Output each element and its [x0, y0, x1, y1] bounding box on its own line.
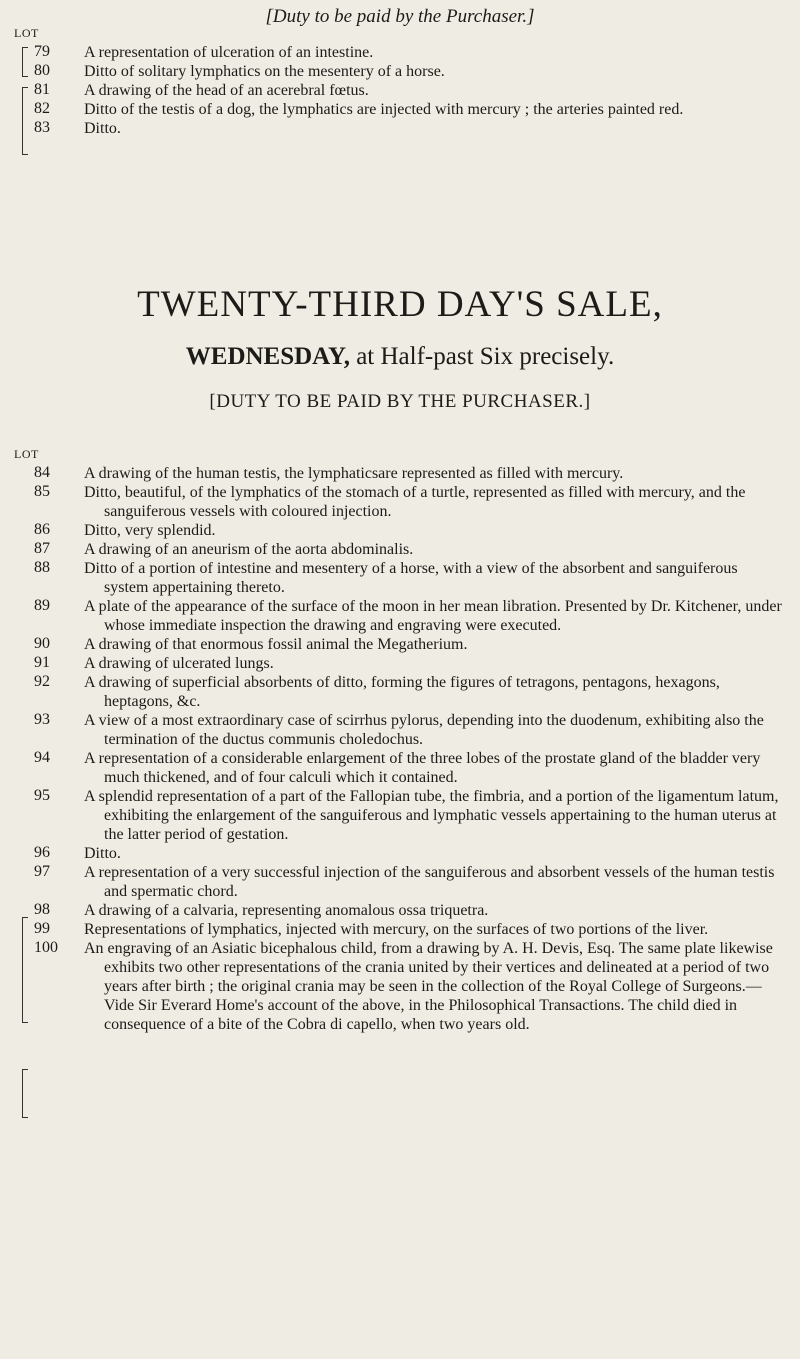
lot-number: 93 — [34, 711, 50, 728]
lot-entry-94 — [0, 749, 800, 787]
lot-label-main: LOT — [14, 447, 39, 461]
lot-description: Representations of lymphatics, injected with mercury, on the surfaces of two portions of the liver. — [84, 921, 709, 938]
lot-number: 96 — [34, 844, 50, 861]
lot-number: 92 — [34, 673, 50, 690]
lot-entry-91 — [0, 654, 800, 673]
brace-98-99 — [22, 1069, 29, 1118]
lot-number: 80 — [34, 62, 50, 79]
lot-entry-90 — [0, 635, 800, 654]
lot-description: Ditto of the testis of a dog, the lymphatics are injected with mercury ; the arteries painted red. — [84, 101, 684, 118]
lot-description: Ditto, very splendid. — [84, 522, 216, 539]
lot-description: A drawing of a calvaria, representing anomalous ossa triquetra. — [84, 902, 489, 919]
lot-description: Ditto of a portion of intestine and mesentery of a horse, with a view of the absorbent and sanguiferous system appertaining thereto. — [84, 560, 738, 596]
lot-entry-83 — [0, 119, 800, 138]
lot-description: Ditto. — [84, 120, 121, 137]
lot-number: 81 — [34, 81, 50, 98]
lot-number: 87 — [34, 540, 50, 557]
lot-number: 79 — [34, 43, 50, 60]
lot-number: 98 — [34, 901, 50, 918]
lot-description: A representation of ulceration of an intestine. — [84, 44, 374, 61]
lot-number: 95 — [34, 787, 50, 804]
lot-entry-88 — [0, 559, 800, 597]
lot-entry-96 — [0, 844, 800, 863]
lot-number: 94 — [34, 749, 50, 766]
lot-description: A drawing of an aneurism of the aorta abdominalis. — [84, 541, 414, 558]
lot-description: A drawing of that enormous fossil animal the Megatherium. — [84, 636, 468, 653]
lot-number: 89 — [34, 597, 50, 614]
lot-entry-84 — [0, 464, 800, 483]
lot-entry-82 — [0, 100, 800, 119]
lot-entry-81 — [0, 81, 800, 100]
lot-entry-98 — [0, 901, 800, 920]
lot-label-top: LOT — [14, 26, 39, 40]
lot-entry-97 — [0, 863, 800, 901]
lot-description: A drawing of the head of an acerebral fœtus. — [84, 82, 369, 99]
lot-entry-87 — [0, 540, 800, 559]
sale-title: TWENTY-THIRD DAY'S SALE, — [137, 284, 663, 325]
lot-number: 83 — [34, 119, 50, 136]
lot-entry-79 — [0, 43, 800, 62]
running-head: [Duty to be paid by the Purchaser.] — [265, 6, 535, 27]
lot-number: 84 — [34, 464, 50, 481]
lot-description: A drawing of ulcerated lungs. — [84, 655, 274, 672]
lot-description: A view of a most extraordinary case of scirrhus pylorus, depending into the duodenum, exhibiting also the termination of the ductus communis choledochus. — [84, 712, 764, 748]
lot-number: 86 — [34, 521, 50, 538]
lot-number: 90 — [34, 635, 50, 652]
lot-entry-95 — [0, 787, 800, 844]
sale-time: at Half-past Six precisely. — [356, 343, 615, 370]
lot-description: A plate of the appearance of the surface of the moon in her mean libration. Presented by Dr. Kitchener, under whose immediate inspection the drawing and engraving were executed. — [84, 598, 782, 634]
lot-entry-93 — [0, 711, 800, 749]
lot-list-main — [0, 464, 800, 1034]
lot-number: 82 — [34, 100, 50, 117]
lot-number: 99 — [34, 920, 50, 937]
lot-entry-99 — [0, 920, 800, 939]
lot-description: A drawing of superficial absorbents of ditto, forming the figures of tetragons, pentagons, hexagons, heptagons, &c. — [84, 674, 720, 710]
lot-number: 91 — [34, 654, 50, 671]
lot-number: 100 — [34, 939, 58, 956]
lot-entry-100 — [0, 939, 800, 1034]
lot-description: Ditto. — [84, 845, 121, 862]
lot-description: Ditto, beautiful, of the lymphatics of the stomach of a turtle, represented as filled with mercury, and the sanguiferous vessels with coloured injection. — [84, 484, 746, 520]
duty-notice: [DUTY TO BE PAID BY THE PURCHASER.] — [209, 391, 591, 412]
lot-description: A representation of a very successful injection of the sanguiferous and absorbent vessels of the human testis and spermatic chord. — [84, 864, 775, 900]
lot-entry-92 — [0, 673, 800, 711]
sale-day: WEDNESDAY, — [185, 343, 350, 370]
lot-entry-85 — [0, 483, 800, 521]
lot-number: 85 — [34, 483, 50, 500]
lot-entry-80 — [0, 62, 800, 81]
lot-description: Ditto of solitary lymphatics on the mesentery of a horse. — [84, 63, 445, 80]
sale-subtitle — [0, 343, 800, 371]
lot-description: A drawing of the human testis, the lymphaticsare represented as filled with mercury. — [84, 465, 624, 482]
lot-entry-89 — [0, 597, 800, 635]
lot-number: 97 — [34, 863, 50, 880]
lot-description: An engraving of an Asiatic bicephalous child, from a drawing by A. H. Devis, Esq. The same plate likewise exhibits two other representations of the crania united by their vertices and delineated at a period of two years after birth ; the original crania may be seen in the collection of the Royal College of Surgeons.—Vide Sir Everard Home's account of the above, in the Philosophical Transactions. The child died in consequence of a bite of the Cobra di capello, when two years old. — [84, 940, 773, 1033]
lot-list-top — [0, 43, 800, 138]
lot-description: A representation of a considerable enlargement of the three lobes of the prostate gland of the bladder very much thickened, and of four calculi which it contained. — [84, 750, 761, 786]
lot-number: 88 — [34, 559, 50, 576]
lot-entry-86 — [0, 521, 800, 540]
lot-description: A splendid representation of a part of the Fallopian tube, the fimbria, and a portion of the ligamentum latum, exhibiting the enlargement of the sanguiferous and lymphatic vessels appertaining to the human uterus at the latter period of gestation. — [84, 788, 779, 843]
